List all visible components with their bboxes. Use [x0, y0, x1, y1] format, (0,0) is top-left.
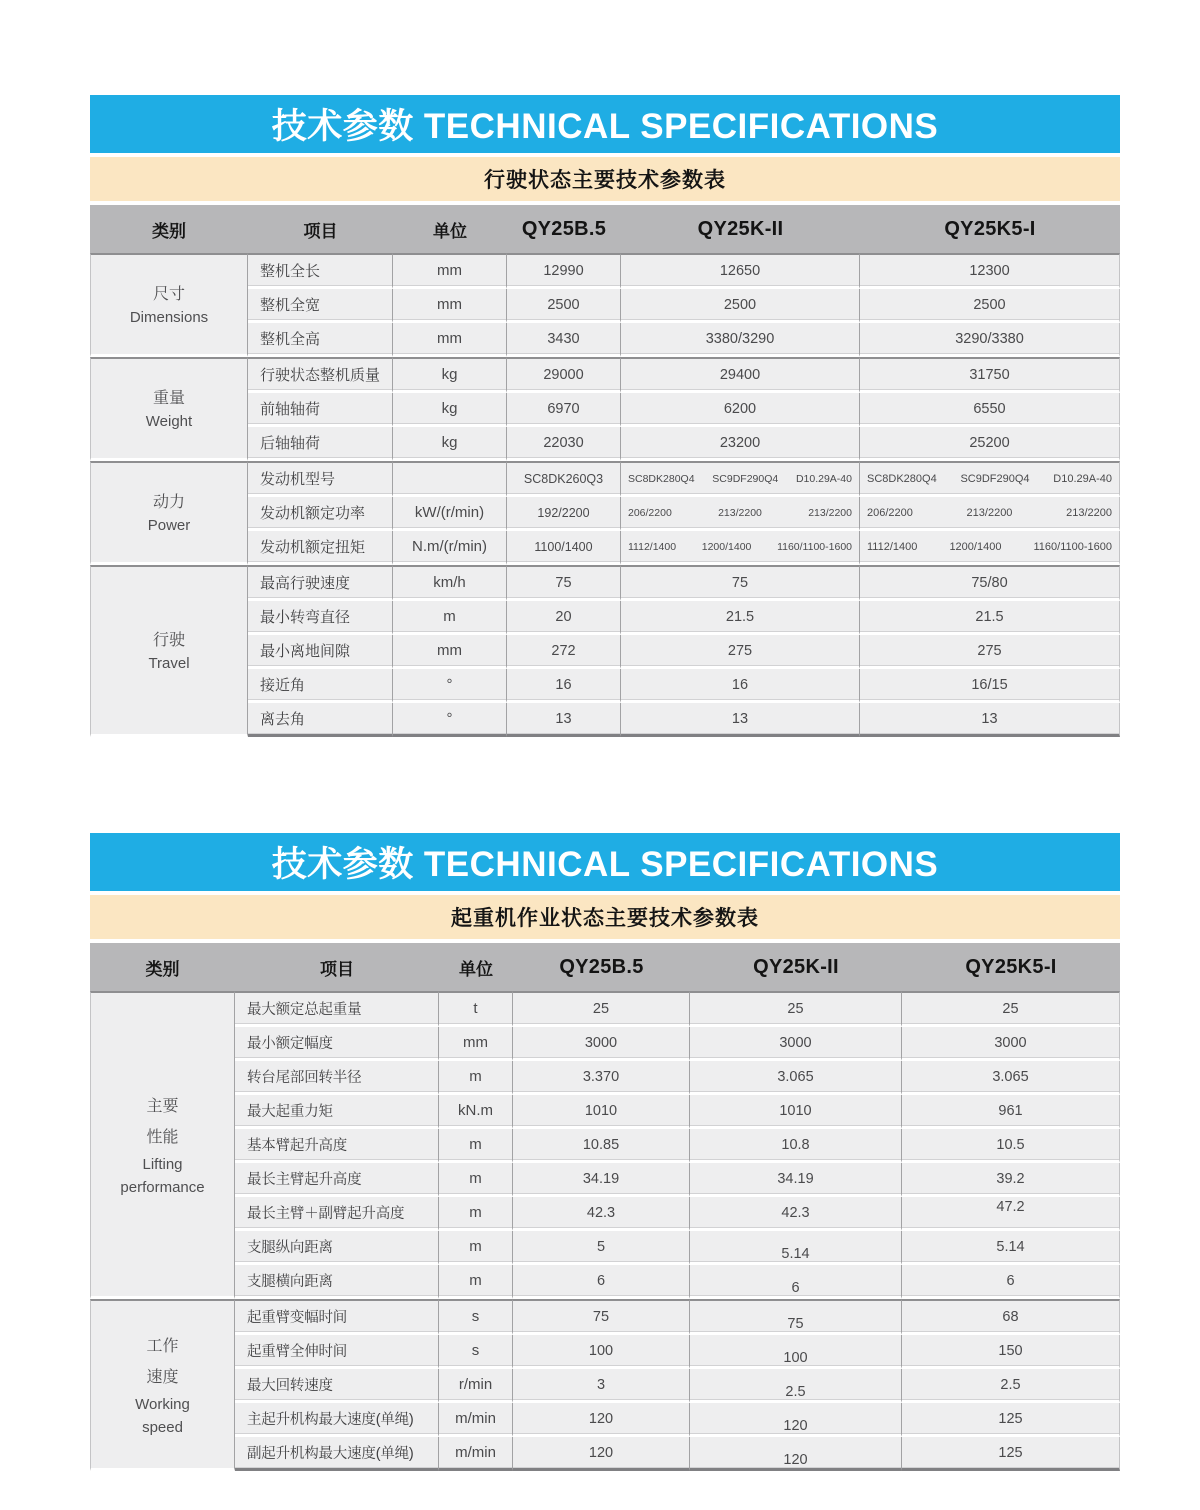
- value-cell: 2500: [507, 289, 621, 323]
- value-cell: 2500: [860, 289, 1120, 323]
- value-cell: 6: [902, 1265, 1120, 1299]
- value-cell: 29000: [507, 357, 621, 393]
- value-cell: 75: [690, 1299, 902, 1335]
- item-cell: 支腿纵向距离: [235, 1231, 439, 1265]
- column-header-unit: 单位: [393, 205, 507, 253]
- value-cell: 75: [513, 1299, 690, 1335]
- unit-cell: mm: [393, 635, 507, 669]
- value-cell: 21.5: [621, 601, 860, 635]
- table-row: [90, 1095, 1120, 1129]
- section-subtitle-text: 起重机作业状态主要技术参数表: [451, 907, 759, 930]
- working-spec-table: [90, 943, 1120, 1471]
- table-row: [90, 1027, 1120, 1061]
- value-cell: 2500: [621, 289, 860, 323]
- unit-cell: [393, 461, 507, 497]
- unit-cell: m: [439, 1265, 513, 1299]
- unit-cell: m/min: [439, 1437, 513, 1471]
- value-cell: 192/2200: [507, 497, 621, 531]
- value-cell: 31750: [860, 357, 1120, 393]
- category-label-en: Weight: [145, 412, 193, 430]
- value-cell: 10.5: [902, 1129, 1120, 1163]
- engine-power: 213/2200: [718, 506, 762, 519]
- category-label-en: speed: [142, 1418, 183, 1436]
- item-cell: 主起升机构最大速度(单绳): [235, 1403, 439, 1437]
- value-cell: 25: [902, 991, 1120, 1027]
- value-cell: [621, 531, 860, 565]
- unit-cell: °: [393, 703, 507, 737]
- category-cell-dimensions: [90, 253, 248, 357]
- value-cell: 25: [513, 991, 690, 1027]
- section-banner-title: 技术参数 TECHNICAL SPECIFICATIONS: [271, 107, 939, 146]
- item-cell: 副起升机构最大速度(单绳): [235, 1437, 439, 1471]
- unit-cell: m: [439, 1197, 513, 1231]
- value-cell: 75/80: [860, 565, 1120, 601]
- table-row: [90, 1163, 1120, 1197]
- driving-spec-section: [90, 95, 1120, 737]
- unit-cell: kg: [393, 393, 507, 427]
- item-cell: 最大起重力矩: [235, 1095, 439, 1129]
- unit-cell: mm: [393, 253, 507, 289]
- value-cell: 16: [621, 669, 860, 703]
- engine-power: 213/2200: [808, 506, 852, 519]
- engine-model: SC9DF290Q4: [712, 472, 779, 485]
- item-cell: 最小离地间隙: [248, 635, 393, 669]
- item-cell: 前轴轴荷: [248, 393, 393, 427]
- unit-cell: kN.m: [439, 1095, 513, 1129]
- item-cell: 离去角: [248, 703, 393, 737]
- value-cell: 42.3: [690, 1197, 902, 1231]
- item-cell: 转台尾部回转半径: [235, 1061, 439, 1095]
- engine-model: SC8DK280Q4: [867, 472, 937, 485]
- category-label-en: Dimensions: [129, 308, 209, 326]
- engine-torque: 1112/1400: [867, 540, 918, 553]
- category-label-zh: 速度: [146, 1368, 179, 1386]
- value-cell: 12990: [507, 253, 621, 289]
- value-cell: 16/15: [860, 669, 1120, 703]
- value-cell: 10.8: [690, 1129, 902, 1163]
- category-cell-power: [90, 461, 248, 565]
- unit-cell: m: [439, 1231, 513, 1265]
- table-row: [90, 991, 1120, 1027]
- value-cell: 16: [507, 669, 621, 703]
- item-cell: 发动机型号: [248, 461, 393, 497]
- category-label-en: Power: [147, 516, 191, 534]
- engine-power: 206/2200: [628, 506, 672, 519]
- table-row: [90, 357, 1120, 393]
- value-cell: 1010: [513, 1095, 690, 1129]
- unit-cell: m: [393, 601, 507, 635]
- unit-cell: m: [439, 1163, 513, 1197]
- value-cell: 272: [507, 635, 621, 669]
- engine-power: 213/2200: [966, 506, 1013, 519]
- category-label-zh: 行驶: [152, 631, 185, 649]
- table-header-row: [90, 205, 1120, 253]
- value-cell: 34.19: [690, 1163, 902, 1197]
- value-cell: 5.14: [690, 1231, 902, 1265]
- section-subtitle: [90, 157, 1120, 201]
- value-cell: 13: [621, 703, 860, 737]
- value-cell: 75: [507, 565, 621, 601]
- category-cell-working-speed: [90, 1299, 235, 1471]
- item-cell: 支腿横向距离: [235, 1265, 439, 1299]
- column-header-model-qy25k2: QY25K-II: [621, 205, 860, 253]
- table-row: [90, 1437, 1120, 1471]
- value-cell: 68: [902, 1299, 1120, 1335]
- column-header-category: 类别: [90, 943, 235, 991]
- item-cell: 起重臂变幅时间: [235, 1299, 439, 1335]
- value-cell: 120: [690, 1437, 902, 1471]
- section-subtitle-text: 行驶状态主要技术参数表: [484, 169, 726, 192]
- driving-spec-table: [90, 205, 1120, 737]
- item-cell: 整机全长: [248, 253, 393, 289]
- value-cell: 6: [690, 1265, 902, 1299]
- category-label-zh: 工作: [146, 1337, 179, 1355]
- engine-model: D10.29A-40: [1053, 472, 1112, 485]
- column-header-model-qy25k5: QY25K5-I: [860, 205, 1120, 253]
- category-label-en: Travel: [148, 654, 190, 672]
- working-spec-section: [90, 833, 1120, 1471]
- item-cell: 起重臂全伸时间: [235, 1335, 439, 1369]
- category-label-zh: 动力: [152, 493, 185, 511]
- value-cell: 75: [621, 565, 860, 601]
- value-cell: 3380/3290: [621, 323, 860, 357]
- value-cell: 5: [513, 1231, 690, 1265]
- value-cell: 6550: [860, 393, 1120, 427]
- item-cell: 最小额定幅度: [235, 1027, 439, 1061]
- unit-cell: m: [439, 1061, 513, 1095]
- table-row: [90, 1197, 1120, 1231]
- value-cell: 3.065: [902, 1061, 1120, 1095]
- table-row: [90, 1335, 1120, 1369]
- value-cell: [860, 461, 1120, 497]
- table-row: [90, 1231, 1120, 1265]
- value-cell: 5.14: [902, 1231, 1120, 1265]
- value-cell: 3000: [513, 1027, 690, 1061]
- item-cell: 最长主臂＋副臂起升高度: [235, 1197, 439, 1231]
- value-cell: [860, 497, 1120, 531]
- unit-cell: kg: [393, 357, 507, 393]
- value-cell: 21.5: [860, 601, 1120, 635]
- value-cell: [621, 461, 860, 497]
- column-header-category: 类别: [90, 205, 248, 253]
- unit-cell: r/min: [439, 1369, 513, 1403]
- value-cell: 2.5: [902, 1369, 1120, 1403]
- column-header-model-qy25b5: QY25B.5: [513, 943, 690, 991]
- engine-model: SC9DF290Q4: [960, 472, 1030, 485]
- section-subtitle: [90, 895, 1120, 939]
- column-header-model-qy25k5: QY25K5-I: [902, 943, 1120, 991]
- value-cell: 125: [902, 1437, 1120, 1471]
- table-header-row: [90, 943, 1120, 991]
- value-cell: [621, 497, 860, 531]
- unit-cell: m/min: [439, 1403, 513, 1437]
- engine-torque: 1160/1100-1600: [1033, 540, 1112, 553]
- table-row: [90, 1061, 1120, 1095]
- column-header-unit: 单位: [439, 943, 513, 991]
- value-cell: 6: [513, 1265, 690, 1299]
- value-cell: 100: [513, 1335, 690, 1369]
- value-cell: 3.370: [513, 1061, 690, 1095]
- value-cell: 1100/1400: [507, 531, 621, 565]
- value-cell: 3000: [690, 1027, 902, 1061]
- table-row: [90, 1299, 1120, 1335]
- value-cell: SC8DK260Q3: [507, 461, 621, 497]
- value-cell: 42.3: [513, 1197, 690, 1231]
- value-cell: 23200: [621, 427, 860, 461]
- table-row: [90, 253, 1120, 289]
- value-cell: 34.19: [513, 1163, 690, 1197]
- category-cell-travel: [90, 565, 248, 737]
- value-cell: 275: [860, 635, 1120, 669]
- unit-cell: s: [439, 1335, 513, 1369]
- item-cell: 最小转弯直径: [248, 601, 393, 635]
- item-cell: 基本臂起升高度: [235, 1129, 439, 1163]
- unit-cell: mm: [393, 323, 507, 357]
- category-label-zh: 主要: [146, 1097, 179, 1115]
- table-row: [90, 565, 1120, 601]
- unit-cell: t: [439, 991, 513, 1027]
- category-label-en: performance: [120, 1178, 205, 1196]
- value-cell: 12300: [860, 253, 1120, 289]
- value-cell: 1010: [690, 1095, 902, 1129]
- section-banner: [90, 833, 1120, 891]
- unit-cell: km/h: [393, 565, 507, 601]
- item-cell: 后轴轴荷: [248, 427, 393, 461]
- value-cell: 39.2: [902, 1163, 1120, 1197]
- category-label-zh: 尺寸: [152, 285, 185, 303]
- item-cell: 行驶状态整机质量: [248, 357, 393, 393]
- item-cell: 最长主臂起升高度: [235, 1163, 439, 1197]
- category-label-en: Working: [135, 1395, 190, 1413]
- value-cell: 3: [513, 1369, 690, 1403]
- value-cell: 10.85: [513, 1129, 690, 1163]
- value-cell: 125: [902, 1403, 1120, 1437]
- value-cell: [860, 531, 1120, 565]
- value-cell: 25: [690, 991, 902, 1027]
- value-cell: 13: [507, 703, 621, 737]
- unit-cell: mm: [393, 289, 507, 323]
- category-cell-lifting-performance: [90, 991, 235, 1299]
- section-banner: [90, 95, 1120, 153]
- item-cell: 整机全宽: [248, 289, 393, 323]
- unit-cell: s: [439, 1299, 513, 1335]
- engine-power: 206/2200: [867, 506, 913, 519]
- value-cell: 22030: [507, 427, 621, 461]
- engine-model: SC8DK280Q4: [628, 472, 695, 485]
- engine-torque: 1200/1400: [949, 540, 1002, 553]
- value-cell: 6200: [621, 393, 860, 427]
- value-cell: 47.2: [902, 1197, 1120, 1231]
- value-cell: 20: [507, 601, 621, 635]
- item-cell: 接近角: [248, 669, 393, 703]
- column-header-item: 项目: [248, 205, 393, 253]
- table-row: [90, 1369, 1120, 1403]
- value-cell: 120: [513, 1437, 690, 1471]
- item-cell: 最大回转速度: [235, 1369, 439, 1403]
- category-label-zh: 性能: [146, 1128, 179, 1146]
- engine-torque: 1112/1400: [628, 540, 677, 553]
- category-label-zh: 重量: [152, 389, 185, 407]
- column-header-item: 项目: [235, 943, 439, 991]
- unit-cell: kg: [393, 427, 507, 461]
- value-cell: 29400: [621, 357, 860, 393]
- value-cell: 120: [690, 1403, 902, 1437]
- category-label-en: Lifting: [142, 1155, 183, 1173]
- engine-torque: 1160/1100-1600: [777, 540, 852, 553]
- value-cell: 275: [621, 635, 860, 669]
- value-cell: 3430: [507, 323, 621, 357]
- value-cell: 3290/3380: [860, 323, 1120, 357]
- value-cell: 3000: [902, 1027, 1120, 1061]
- table-row: [90, 1265, 1120, 1299]
- unit-cell: kW/(r/min): [393, 497, 507, 531]
- item-cell: 最大额定总起重量: [235, 991, 439, 1027]
- engine-torque: 1200/1400: [701, 540, 752, 553]
- value-cell: 13: [860, 703, 1120, 737]
- engine-power: 213/2200: [1066, 506, 1112, 519]
- value-cell: 12650: [621, 253, 860, 289]
- unit-cell: °: [393, 669, 507, 703]
- value-cell: 120: [513, 1403, 690, 1437]
- value-cell: 150: [902, 1335, 1120, 1369]
- unit-cell: m: [439, 1129, 513, 1163]
- value-cell: 25200: [860, 427, 1120, 461]
- category-cell-weight: [90, 357, 248, 461]
- item-cell: 发动机额定扭矩: [248, 531, 393, 565]
- section-banner-title: 技术参数 TECHNICAL SPECIFICATIONS: [271, 845, 939, 884]
- value-cell: 6970: [507, 393, 621, 427]
- table-row: [90, 461, 1120, 497]
- value-cell: 100: [690, 1335, 902, 1369]
- value-cell: 961: [902, 1095, 1120, 1129]
- unit-cell: N.m/(r/min): [393, 531, 507, 565]
- item-cell: 整机全高: [248, 323, 393, 357]
- unit-cell: mm: [439, 1027, 513, 1061]
- table-row: [90, 1403, 1120, 1437]
- item-cell: 最高行驶速度: [248, 565, 393, 601]
- value-cell: 2.5: [690, 1369, 902, 1403]
- item-cell: 发动机额定功率: [248, 497, 393, 531]
- column-header-model-qy25k2: QY25K-II: [690, 943, 902, 991]
- engine-model: D10.29A-40: [795, 472, 852, 485]
- column-header-model-qy25b5: QY25B.5: [507, 205, 621, 253]
- value-cell: 3.065: [690, 1061, 902, 1095]
- table-row: [90, 1129, 1120, 1163]
